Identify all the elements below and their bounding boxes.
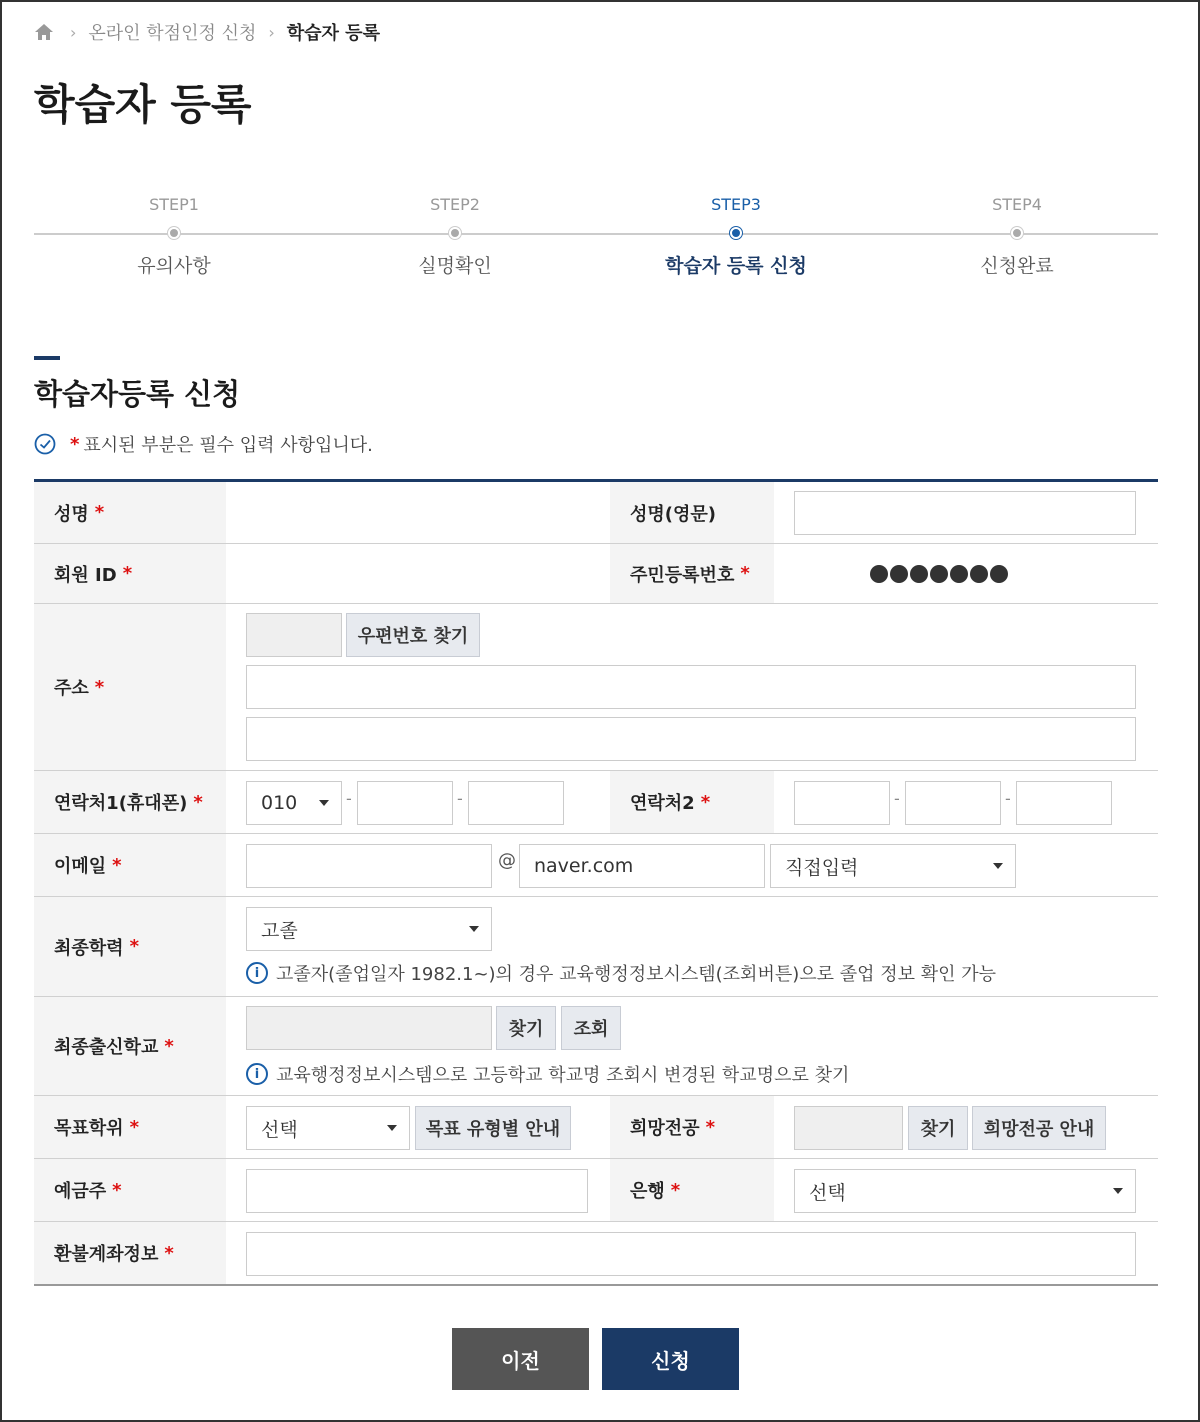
label-degree xyxy=(34,1096,226,1158)
required-star: * xyxy=(112,854,122,876)
chevron-down-icon xyxy=(993,863,1003,869)
label-text: 회원 ID xyxy=(54,564,117,586)
row-school xyxy=(34,997,1158,1096)
label-address xyxy=(34,604,226,770)
step-1 xyxy=(74,190,274,278)
chevron-down-icon xyxy=(1113,1188,1123,1194)
row-address xyxy=(34,604,1158,771)
email-local-input[interactable] xyxy=(246,844,492,888)
label-text: 희망전공 xyxy=(630,1118,700,1139)
find-zip-button[interactable]: 우편번호 찾기 xyxy=(346,613,480,657)
notice-text: 표시된 부분은 필수 입력 사항입니다. xyxy=(83,435,373,456)
select-value: 선택 xyxy=(809,1181,846,1204)
step-label: 실명확인 xyxy=(418,255,492,277)
major-guide-button[interactable]: 희망전공 안내 xyxy=(972,1106,1106,1150)
label-name-en xyxy=(610,482,774,543)
phone1-prefix-select[interactable] xyxy=(246,781,342,825)
step-indicator xyxy=(34,190,1158,290)
label-text: 환불계좌정보 xyxy=(54,1244,159,1265)
required-notice xyxy=(34,430,373,458)
home-icon[interactable] xyxy=(34,23,54,41)
info-text: 고졸자(졸업일자 1982.1~)의 경우 교육행정정보시스템(조회버튼)으로 졸업 정보 확인 가능 xyxy=(276,964,997,985)
education-info xyxy=(246,960,996,986)
page-title: 학습자 등록 xyxy=(34,80,252,129)
step-label: 신청완료 xyxy=(980,255,1054,277)
rrn-masked-value xyxy=(870,565,1008,583)
email-domain-select[interactable] xyxy=(770,844,1016,888)
step-number: STEP2 xyxy=(430,195,480,214)
section-title: 학습자등록 신청 xyxy=(34,377,241,411)
info-icon: i xyxy=(246,1063,268,1085)
label-member-id xyxy=(34,544,226,603)
row-name xyxy=(34,482,1158,544)
label-rrn xyxy=(610,544,774,603)
required-star: * xyxy=(94,676,105,698)
label-text: 연락처2 xyxy=(630,793,695,814)
required-star: * xyxy=(94,502,105,523)
required-star: * xyxy=(700,791,711,813)
phone-separator: - xyxy=(457,789,463,808)
label-text: 연락처1(휴대폰) xyxy=(54,793,188,814)
find-school-button[interactable]: 찾기 xyxy=(496,1006,556,1050)
step-2 xyxy=(355,190,555,278)
required-star: * xyxy=(164,1035,174,1057)
step-4 xyxy=(917,190,1117,278)
breadcrumb xyxy=(34,18,380,46)
at-symbol: @ xyxy=(498,850,516,871)
select-value: 고졸 xyxy=(261,919,298,942)
phone-separator: - xyxy=(1005,789,1011,808)
chevron-right-icon: › xyxy=(70,22,77,42)
select-value: 직접입력 xyxy=(785,856,859,879)
phone1-middle-input[interactable] xyxy=(357,781,453,825)
education-select[interactable] xyxy=(246,907,492,951)
find-major-button[interactable]: 찾기 xyxy=(908,1106,968,1150)
label-text: 예금주 xyxy=(54,1181,107,1202)
zip-code-input[interactable] xyxy=(246,613,342,657)
label-text: 이메일 xyxy=(54,856,107,877)
label-school xyxy=(34,997,226,1095)
chevron-down-icon xyxy=(469,926,479,932)
degree-guide-button[interactable]: 목표 유형별 안내 xyxy=(415,1106,571,1150)
row-member-id xyxy=(34,544,1158,604)
step-number: STEP1 xyxy=(149,195,199,214)
required-star: * xyxy=(164,1242,174,1264)
registration-form xyxy=(34,479,1158,1286)
label-text: 성명 xyxy=(54,503,89,525)
step-dot xyxy=(730,227,742,239)
row-degree xyxy=(34,1096,1158,1159)
step-dot xyxy=(168,227,180,239)
required-star: * xyxy=(193,791,203,813)
step-label: 학습자 등록 신청 xyxy=(665,255,807,277)
label-phone2 xyxy=(610,771,774,833)
select-value: 선택 xyxy=(261,1118,298,1141)
major-input[interactable] xyxy=(794,1106,903,1150)
label-holder xyxy=(34,1159,226,1221)
bank-select[interactable] xyxy=(794,1169,1136,1213)
required-star: * xyxy=(129,936,139,957)
label-bank xyxy=(610,1159,774,1221)
label-education xyxy=(34,897,226,996)
check-circle-icon xyxy=(34,433,56,455)
label-text: 주민등록번호 xyxy=(630,564,735,586)
degree-select[interactable] xyxy=(246,1106,410,1150)
label-phone1 xyxy=(34,771,226,833)
label-text: 목표학위 xyxy=(54,1118,124,1139)
label-text: 최종출신학교 xyxy=(54,1037,159,1058)
info-icon: i xyxy=(246,962,268,984)
breadcrumb-current: 학습자 등록 xyxy=(286,23,380,44)
label-text: 주소 xyxy=(54,678,89,699)
section-accent-bar xyxy=(34,356,60,360)
chevron-down-icon xyxy=(387,1125,397,1131)
step-dot xyxy=(1011,227,1023,239)
breadcrumb-item[interactable]: 온라인 학점인정 신청 xyxy=(88,23,257,44)
required-star: * xyxy=(670,1179,681,1201)
step-number: STEP4 xyxy=(992,195,1042,214)
label-text: 최종학력 xyxy=(54,937,124,959)
required-star: * xyxy=(705,1116,715,1138)
prev-button[interactable]: 이전 xyxy=(452,1328,589,1390)
chevron-right-icon: › xyxy=(268,22,275,42)
label-refund xyxy=(34,1222,226,1284)
required-star: * xyxy=(122,563,133,584)
label-email xyxy=(34,834,226,896)
refund-account-input[interactable] xyxy=(246,1232,1136,1276)
name-en-input[interactable] xyxy=(794,491,1136,535)
school-input[interactable] xyxy=(246,1006,492,1050)
row-phone xyxy=(34,771,1158,834)
school-info xyxy=(246,1061,849,1087)
label-name xyxy=(34,482,226,543)
step-3 xyxy=(636,190,836,278)
step-dot xyxy=(449,227,461,239)
address-line2-input[interactable] xyxy=(246,717,1136,761)
step-label: 유의사항 xyxy=(137,255,211,277)
phone2-part2-input[interactable] xyxy=(905,781,1001,825)
phone-separator: - xyxy=(346,789,352,808)
label-text: 은행 xyxy=(630,1181,665,1202)
required-star: * xyxy=(70,433,80,455)
phone1-last-input[interactable] xyxy=(468,781,564,825)
row-email xyxy=(34,834,1158,897)
phone2-part3-input[interactable] xyxy=(1016,781,1112,825)
submit-button[interactable]: 신청 xyxy=(602,1328,739,1390)
required-star: * xyxy=(129,1116,139,1138)
row-account-holder xyxy=(34,1159,1158,1222)
label-text: 성명(영문) xyxy=(630,503,717,525)
label-major xyxy=(610,1096,774,1158)
required-star: * xyxy=(740,563,750,584)
required-star: * xyxy=(112,1179,122,1201)
select-value: 010 xyxy=(261,792,298,814)
step-number: STEP3 xyxy=(711,195,761,214)
lookup-school-button[interactable]: 조회 xyxy=(561,1006,621,1050)
phone2-part1-input[interactable] xyxy=(794,781,890,825)
email-domain-input[interactable]: naver.com xyxy=(519,844,765,888)
info-text: 교육행정정보시스템으로 고등학교 학교명 조회시 변경된 학교명으로 찾기 xyxy=(276,1065,850,1086)
chevron-down-icon xyxy=(319,800,329,806)
holder-input[interactable] xyxy=(246,1169,588,1213)
row-refund-account xyxy=(34,1222,1158,1286)
address-line1-input[interactable] xyxy=(246,665,1136,709)
phone-separator: - xyxy=(894,789,900,808)
row-education xyxy=(34,897,1158,997)
